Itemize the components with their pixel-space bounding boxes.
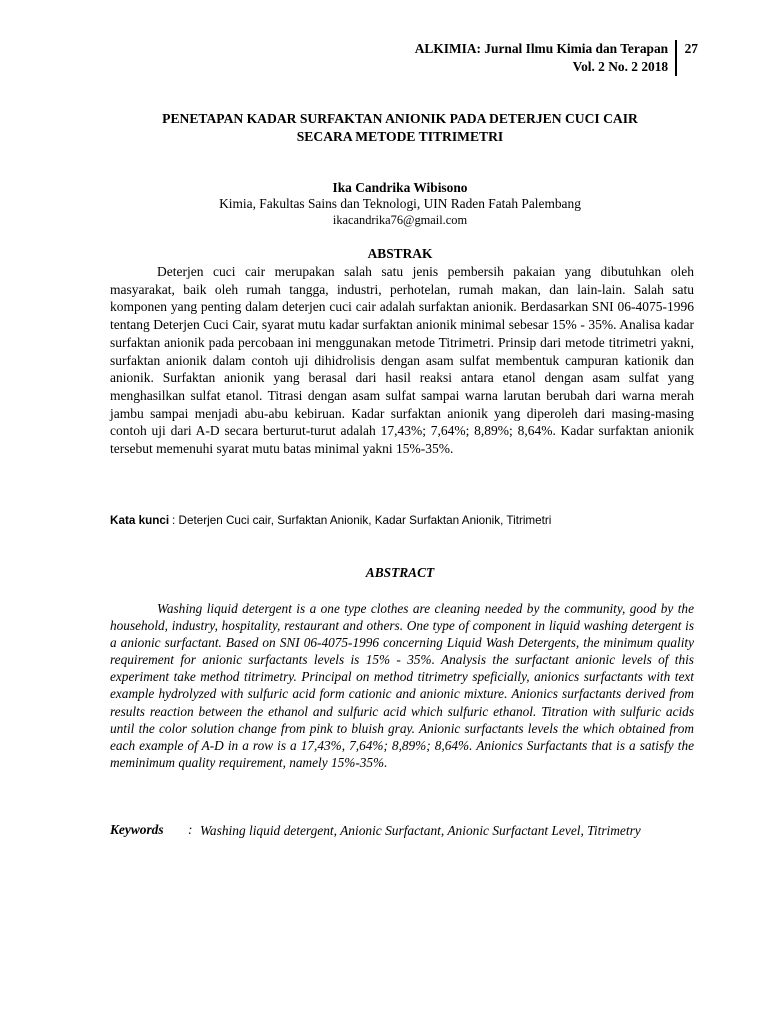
kata-kunci-label: Kata kunci	[110, 514, 170, 527]
abstract-body: Washing liquid detergent is a one type clothes are cleaning needed by the community, good by the household, industry, hospitality, restaurant and others. One type of component in liquid washing detergent is a anionic surfactant. Based on SNI 06-4075-1996 concerning Liquid Wash Detergents, the minimum quality requirement for anionic surfactants levels is 15% - 35%. Analysis the surfactant anionic levels of this experiment take method titrimetry. Principal on method titrimetry speficially, anionics surfactants with text example hydrolyzed with sulfuric acid form cationic and anionic mixture. Anionics surfactants derived from results reaction between the ethanol and sulfuric acid which sulfuric ethanol. Titration with sulfuric acids until the color solution change from pink to bluish gray. Anionic surfactants levels the which obtained from each example of A-D in a row is a 17,43%, 7,64%; 8,89%; 8,64%. Anionics Surfactants that is a satisfy the meminimum quality requirement, namely 15%-35%.	[110, 601, 694, 770]
journal-volume: Vol. 2 No. 2 2018	[572, 59, 669, 74]
title-line-1: PENETAPAN KADAR SURFAKTAN ANIONIK PADA DETERJEN CUCI CAIR	[162, 111, 638, 126]
abstrak-heading: ABSTRAK	[367, 246, 433, 261]
page-number: 27	[684, 41, 698, 56]
keywords-text: Washing liquid detergent, Anionic Surfactant, Anionic Surfactant Level, Titrimetry	[200, 823, 641, 838]
keywords-colon: :	[188, 822, 193, 837]
paper-title	[100, 110, 700, 146]
keywords-label: Keywords	[110, 822, 164, 837]
abstrak-body: Deterjen cuci cair merupakan salah satu jenis pembersih pakaian yang dibutuhkan oleh masyarakat, baik oleh rumah tangga, industri, perhotelan, rumah makan, dan lain-lain. Salah satu komponen yang penting dalam deterjen cuci cair adalah surfaktan anionik. Berdasarkan SNI 06-4075-1996 tentang Deterjen Cuci Cair, syarat mutu kadar surfaktan anionik minimal sebesar 15% - 35%. Analisa kadar surfaktan anionik pada percobaan ini menggunakan metode Titrimetri. Prinsip dari metode titrimetri yakni, surfaktan anionik dalam contoh uji dihidrolisis dengan asam sulfat membentuk campuran kationik dan anionik. Surfaktan anionik yang berasal dari hasil reaksi antara etanol dengan asam sulfat yang menghasilkan sulfat etanol. Titrasi dengan asam sulfat sampai warna larutan berubah dari warna merah jambu sampai menjadi abu-abu kebiruan. Kadar surfaktan anionik yang diperoleh dari masing-masing contoh uji dari A-D secara berturut-turut adalah 17,43%; 7,64%; 8,89%; 8,64%. Kadar surfaktan anionik tersebut memenuhi syarat mutu batas minimal yakni 15%-35%.	[110, 264, 694, 457]
author-affiliation: Kimia, Fakultas Sains dan Teknologi, UIN Raden Fatah Palembang	[219, 196, 581, 211]
kata-kunci	[110, 514, 710, 527]
author-name: Ika Candrika Wibisono	[332, 180, 468, 195]
journal-name: ALKIMIA: Jurnal Ilmu Kimia dan Terapan	[414, 41, 669, 56]
journal-info	[415, 40, 675, 76]
running-header	[415, 40, 698, 76]
title-line-2: SECARA METODE TITRIMETRI	[296, 129, 504, 144]
kata-kunci-text: : Deterjen Cuci cair, Surfaktan Anionik, Kadar Surfaktan Anionik, Titrimetri	[172, 514, 552, 527]
author-email: ikacandrika76@gmail.com	[332, 213, 468, 227]
abstract-heading: ABSTRACT	[365, 565, 435, 580]
